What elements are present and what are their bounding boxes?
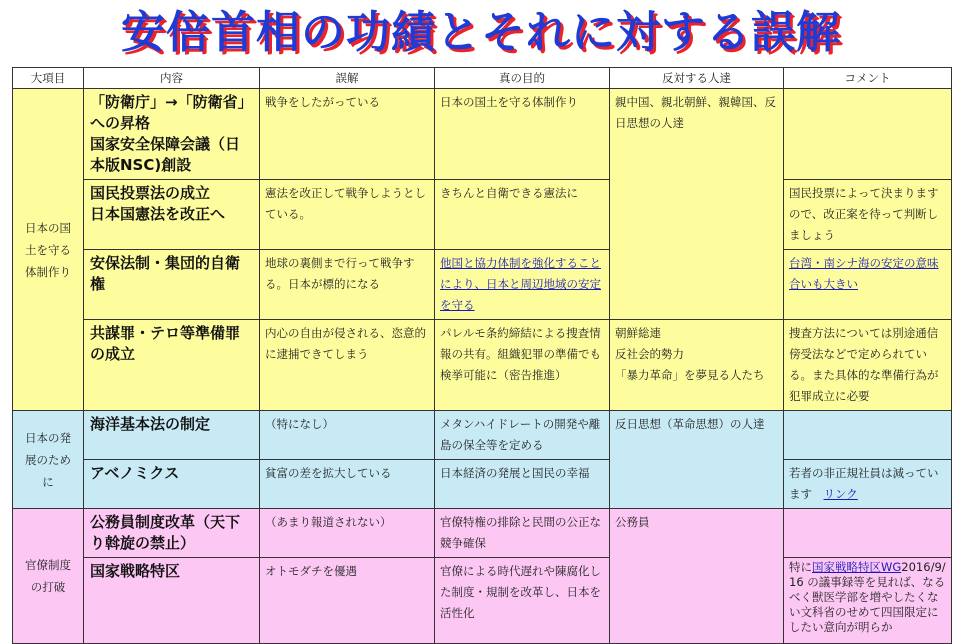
- header-category: 大項目: [13, 68, 84, 89]
- comment-cell: [784, 89, 952, 180]
- category-cell: 官僚制度の打破: [13, 509, 84, 644]
- category-cell: 日本の国土を守る体制作り: [13, 89, 84, 411]
- header-content: 内容: [84, 68, 260, 89]
- header-misunderstanding: 誤解: [260, 68, 435, 89]
- opponents-cell: 公務員: [610, 509, 784, 644]
- comment-cell: 捜査方法については別途通信傍受法などで定められている。また具体的な準備行為が犯罪成立に必要: [784, 320, 952, 411]
- comment-link[interactable]: リンク: [823, 487, 858, 501]
- comment-cell: [784, 250, 952, 320]
- true-purpose-cell: 官僚による時代遅れや陳腐化した制度・規制を改革し、日本を活性化: [435, 558, 610, 644]
- true-purpose-cell: きちんと自衛できる憲法に: [435, 180, 610, 250]
- content-cell: 「防衛庁」→「防衛省」への昇格 国家安全保障会議（日本版NSC)創設: [84, 89, 260, 180]
- misunderstanding-cell: 戦争をしたがっている: [260, 89, 435, 180]
- content-cell: 国民投票法の成立 日本国憲法を改正へ: [84, 180, 260, 250]
- table-row: [13, 558, 952, 644]
- comment-text: 若者の非正規社員は減っています: [789, 466, 939, 501]
- true-purpose-cell: 日本の国土を守る体制作り: [435, 89, 610, 180]
- page-title: 安倍首相の功績とそれに対する誤解: [121, 7, 841, 58]
- true-purpose-cell: パレルモ条約締結による捜査情報の共有。組織犯罪の準備でも検挙可能に（密告推進）: [435, 320, 610, 411]
- misunderstanding-cell: 地球の裏側まで行って戦争する。日本が標的になる: [260, 250, 435, 320]
- content-cell: アベノミクス: [84, 460, 260, 509]
- header-row: [13, 68, 952, 89]
- misunderstanding-cell: （あまり報道されない）: [260, 509, 435, 558]
- comment-text: 2016/9/16 の議事録等を見れば、なるべく獣医学部を増やしたくない文科省のせめて四国限定にしたい意向が明らか: [789, 560, 946, 634]
- table-row: [13, 250, 952, 320]
- true-purpose-cell: 官僚特権の排除と民間の公正な競争確保: [435, 509, 610, 558]
- true-purpose-link[interactable]: 他国と協力体制を強化することにより、日本と周辺地域の安定を守る: [440, 256, 601, 312]
- table-row: [13, 320, 952, 411]
- content-cell: 安保法制・集団的自衛権: [84, 250, 260, 320]
- misunderstanding-cell: 内心の自由が侵される、恣意的に逮捕できてしまう: [260, 320, 435, 411]
- content-cell: 共謀罪・テロ等準備罪の成立: [84, 320, 260, 411]
- content-cell: 国家戦略特区: [84, 558, 260, 644]
- table-row: [13, 460, 952, 509]
- header-opponents: 反対する人達: [610, 68, 784, 89]
- comment-cell: 国民投票によって決まりますので、改正案を待って判断しましょう: [784, 180, 952, 250]
- achievements-table: [12, 67, 952, 644]
- content-cell: 公務員制度改革（天下り斡旋の禁止）: [84, 509, 260, 558]
- comment-cell: [784, 460, 952, 509]
- misunderstanding-cell: 貧富の差を拡大している: [260, 460, 435, 509]
- comment-link[interactable]: 台湾・南シナ海の安定の意味合いも大きい: [789, 256, 939, 291]
- true-purpose-cell: メタンハイドレートの開発や離島の保全等を定める: [435, 411, 610, 460]
- misunderstanding-cell: （特になし）: [260, 411, 435, 460]
- comment-cell: [784, 558, 952, 644]
- table-row: [13, 89, 952, 180]
- misunderstanding-cell: 憲法を改正して戦争しようとしている。: [260, 180, 435, 250]
- opponents-cell: 反日思想（革命思想）の人達: [610, 411, 784, 509]
- opponents-cell: 親中国、親北朝鮮、親韓国、反日思想の人達: [610, 89, 784, 320]
- comment-prefix: 特に: [789, 560, 812, 574]
- misunderstanding-cell: オトモダチを優遇: [260, 558, 435, 644]
- table-row: [13, 509, 952, 558]
- comment-cell: [784, 509, 952, 558]
- content-cell: 海洋基本法の制定: [84, 411, 260, 460]
- true-purpose-cell: 日本経済の発展と国民の幸福: [435, 460, 610, 509]
- header-comment: コメント: [784, 68, 952, 89]
- true-purpose-cell: [435, 250, 610, 320]
- category-cell: 日本の発展のために: [13, 411, 84, 509]
- header-true-purpose: 真の目的: [435, 68, 610, 89]
- opponents-cell: 朝鮮総連 反社会的勢力 「暴力革命」を夢見る人たち: [610, 320, 784, 411]
- comment-cell: [784, 411, 952, 460]
- table-row: [13, 411, 952, 460]
- table-row: [13, 180, 952, 250]
- comment-link[interactable]: 国家戦略特区WG: [812, 560, 902, 574]
